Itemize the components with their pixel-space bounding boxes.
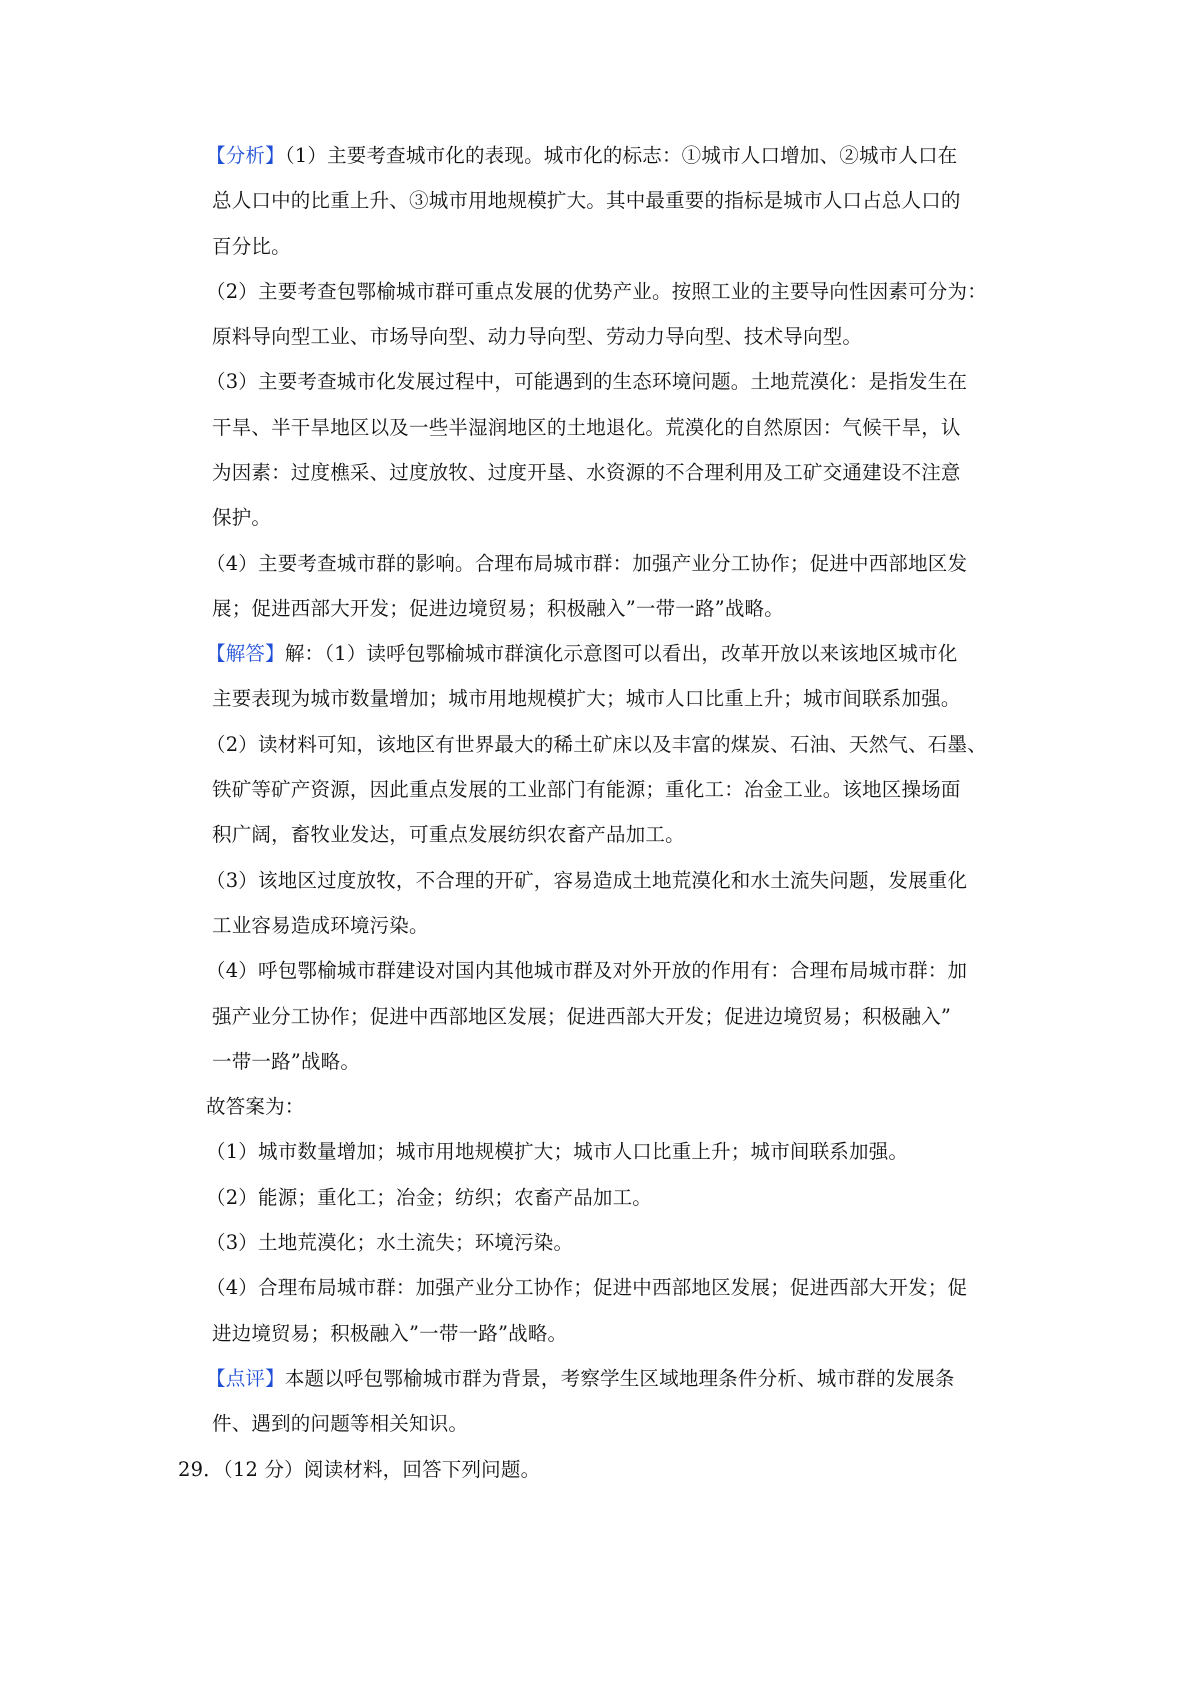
- line-text: 展；促进西部大开发；促进边境贸易；积极融入”一带一路”战略。: [212, 597, 784, 620]
- answer-line-1: [206, 639, 957, 669]
- analysis-line-1: [206, 141, 957, 171]
- line-text: （1）城市数量增加；城市用地规模扩大；城市人口比重上升；城市间联系加强。: [206, 1140, 909, 1163]
- analysis-line-5: [212, 322, 862, 352]
- analysis-line-7: [212, 413, 961, 443]
- line-text: 故答案为：: [206, 1095, 305, 1118]
- line-text: （3）主要考查城市化发展过程中，可能遇到的生态环境问题。土地荒漠化：是指发生在: [206, 370, 968, 393]
- analysis-line-9: [212, 503, 271, 533]
- comment-tag: 【点评】: [206, 1367, 285, 1390]
- answer-line-8: [206, 956, 967, 986]
- line-text: 积广阔，畜牧业发达，可重点发展纺织农畜产品加工。: [212, 823, 685, 846]
- answer-line-10: [212, 1047, 360, 1077]
- line-text: 铁矿等矿产资源，因此重点发展的工业部门有能源；重化工：冶金工业。该地区操场面: [212, 778, 961, 801]
- line-text: 件、遇到的问题等相关知识。: [212, 1412, 469, 1435]
- final-answer-4: [206, 1273, 967, 1303]
- line-text: 干旱、半干旱地区以及一些半湿润地区的土地退化。荒漠化的自然原因：气候干旱，认: [212, 416, 961, 439]
- analysis-line-2: [212, 186, 961, 216]
- answer-line-2: [212, 684, 961, 714]
- analysis-line-8: [212, 458, 961, 488]
- answer-line-9: [212, 1002, 951, 1032]
- answer-line-5: [212, 820, 685, 850]
- line-text: 主要表现为城市数量增加；城市用地规模扩大；城市人口比重上升；城市间联系加强。: [212, 687, 961, 710]
- line-text: 总人口中的比重上升、③城市用地规模扩大。其中最重要的指标是城市人口占总人口的: [212, 189, 961, 212]
- final-answer-4-cont: [212, 1319, 567, 1349]
- line-text: （4）合理布局城市群：加强产业分工协作；促进中西部地区发展；促进西部大开发；促: [206, 1276, 968, 1299]
- final-answer-3: [206, 1228, 573, 1258]
- answer-line-7: [212, 911, 429, 941]
- line-text: 百分比。: [212, 235, 291, 258]
- line-text: 为因素：过度樵采、过度放牧、过度开垦、水资源的不合理利用及工矿交通建设不注意: [212, 461, 961, 484]
- line-text: （1）主要考查城市化的表现。城市化的标志：①城市人口增加、②城市人口在: [284, 144, 958, 167]
- answer-line-6: [206, 866, 967, 896]
- analysis-line-11: [212, 594, 784, 624]
- analysis-line-6: [206, 367, 967, 397]
- line-text: （2）读材料可知，该地区有世界最大的稀土矿床以及丰富的煤炭、石油、天然气、石墨、: [206, 733, 987, 756]
- line-text: 工业容易造成环境污染。: [212, 914, 429, 937]
- line-text: 本题以呼包鄂榆城市群为背景，考察学生区域地理条件分析、城市群的发展条: [284, 1367, 955, 1390]
- final-answer-1: [206, 1137, 908, 1167]
- line-text: （4）主要考查城市群的影响。合理布局城市群：加强产业分工协作；促进中西部地区发: [206, 552, 968, 575]
- analysis-line-10: [206, 549, 967, 579]
- line-text: （2）主要考查包鄂榆城市群可重点发展的优势产业。按照工业的主要导向性因素可分为：: [206, 280, 987, 303]
- line-text: （3）土地荒漠化；水土流失；环境污染。: [206, 1231, 574, 1254]
- line-text: （4）呼包鄂榆城市群建设对国内其他城市群及对外开放的作用有：合理布局城市群：加: [206, 959, 968, 982]
- line-text: 一带一路”战略。: [212, 1050, 361, 1073]
- line-text: 原料导向型工业、市场导向型、动力导向型、劳动力导向型、技术导向型。: [212, 325, 863, 348]
- analysis-line-4: [206, 277, 987, 307]
- final-answer-2: [206, 1183, 652, 1213]
- question-29-heading: [178, 1455, 540, 1485]
- line-text: 解：（1）读呼包鄂榆城市群演化示意图可以看出，改革开放以来该地区城市化: [284, 642, 958, 665]
- line-text: 保护。: [212, 506, 272, 529]
- line-text: 29．（12 分）阅读材料，回答下列问题。: [178, 1458, 541, 1481]
- line-text: 强产业分工协作；促进中西部地区发展；促进西部大开发；促进边境贸易；积极融入”: [212, 1005, 952, 1028]
- analysis-line-3: [212, 232, 291, 262]
- answer-summary-label: [206, 1092, 305, 1122]
- line-text: 进边境贸易；积极融入”一带一路”战略。: [212, 1322, 568, 1345]
- analysis-tag: 【分析】: [206, 144, 285, 167]
- answer-line-4: [212, 775, 961, 805]
- line-text: （2）能源；重化工；冶金；纺织；农畜产品加工。: [206, 1186, 653, 1209]
- answer-tag: 【解答】: [206, 642, 285, 665]
- comment-line-2: [212, 1409, 468, 1439]
- comment-line-1: [206, 1364, 955, 1394]
- line-text: （3）该地区过度放牧，不合理的开矿，容易造成土地荒漠化和水土流失问题，发展重化: [206, 869, 968, 892]
- answer-line-3: [206, 730, 987, 760]
